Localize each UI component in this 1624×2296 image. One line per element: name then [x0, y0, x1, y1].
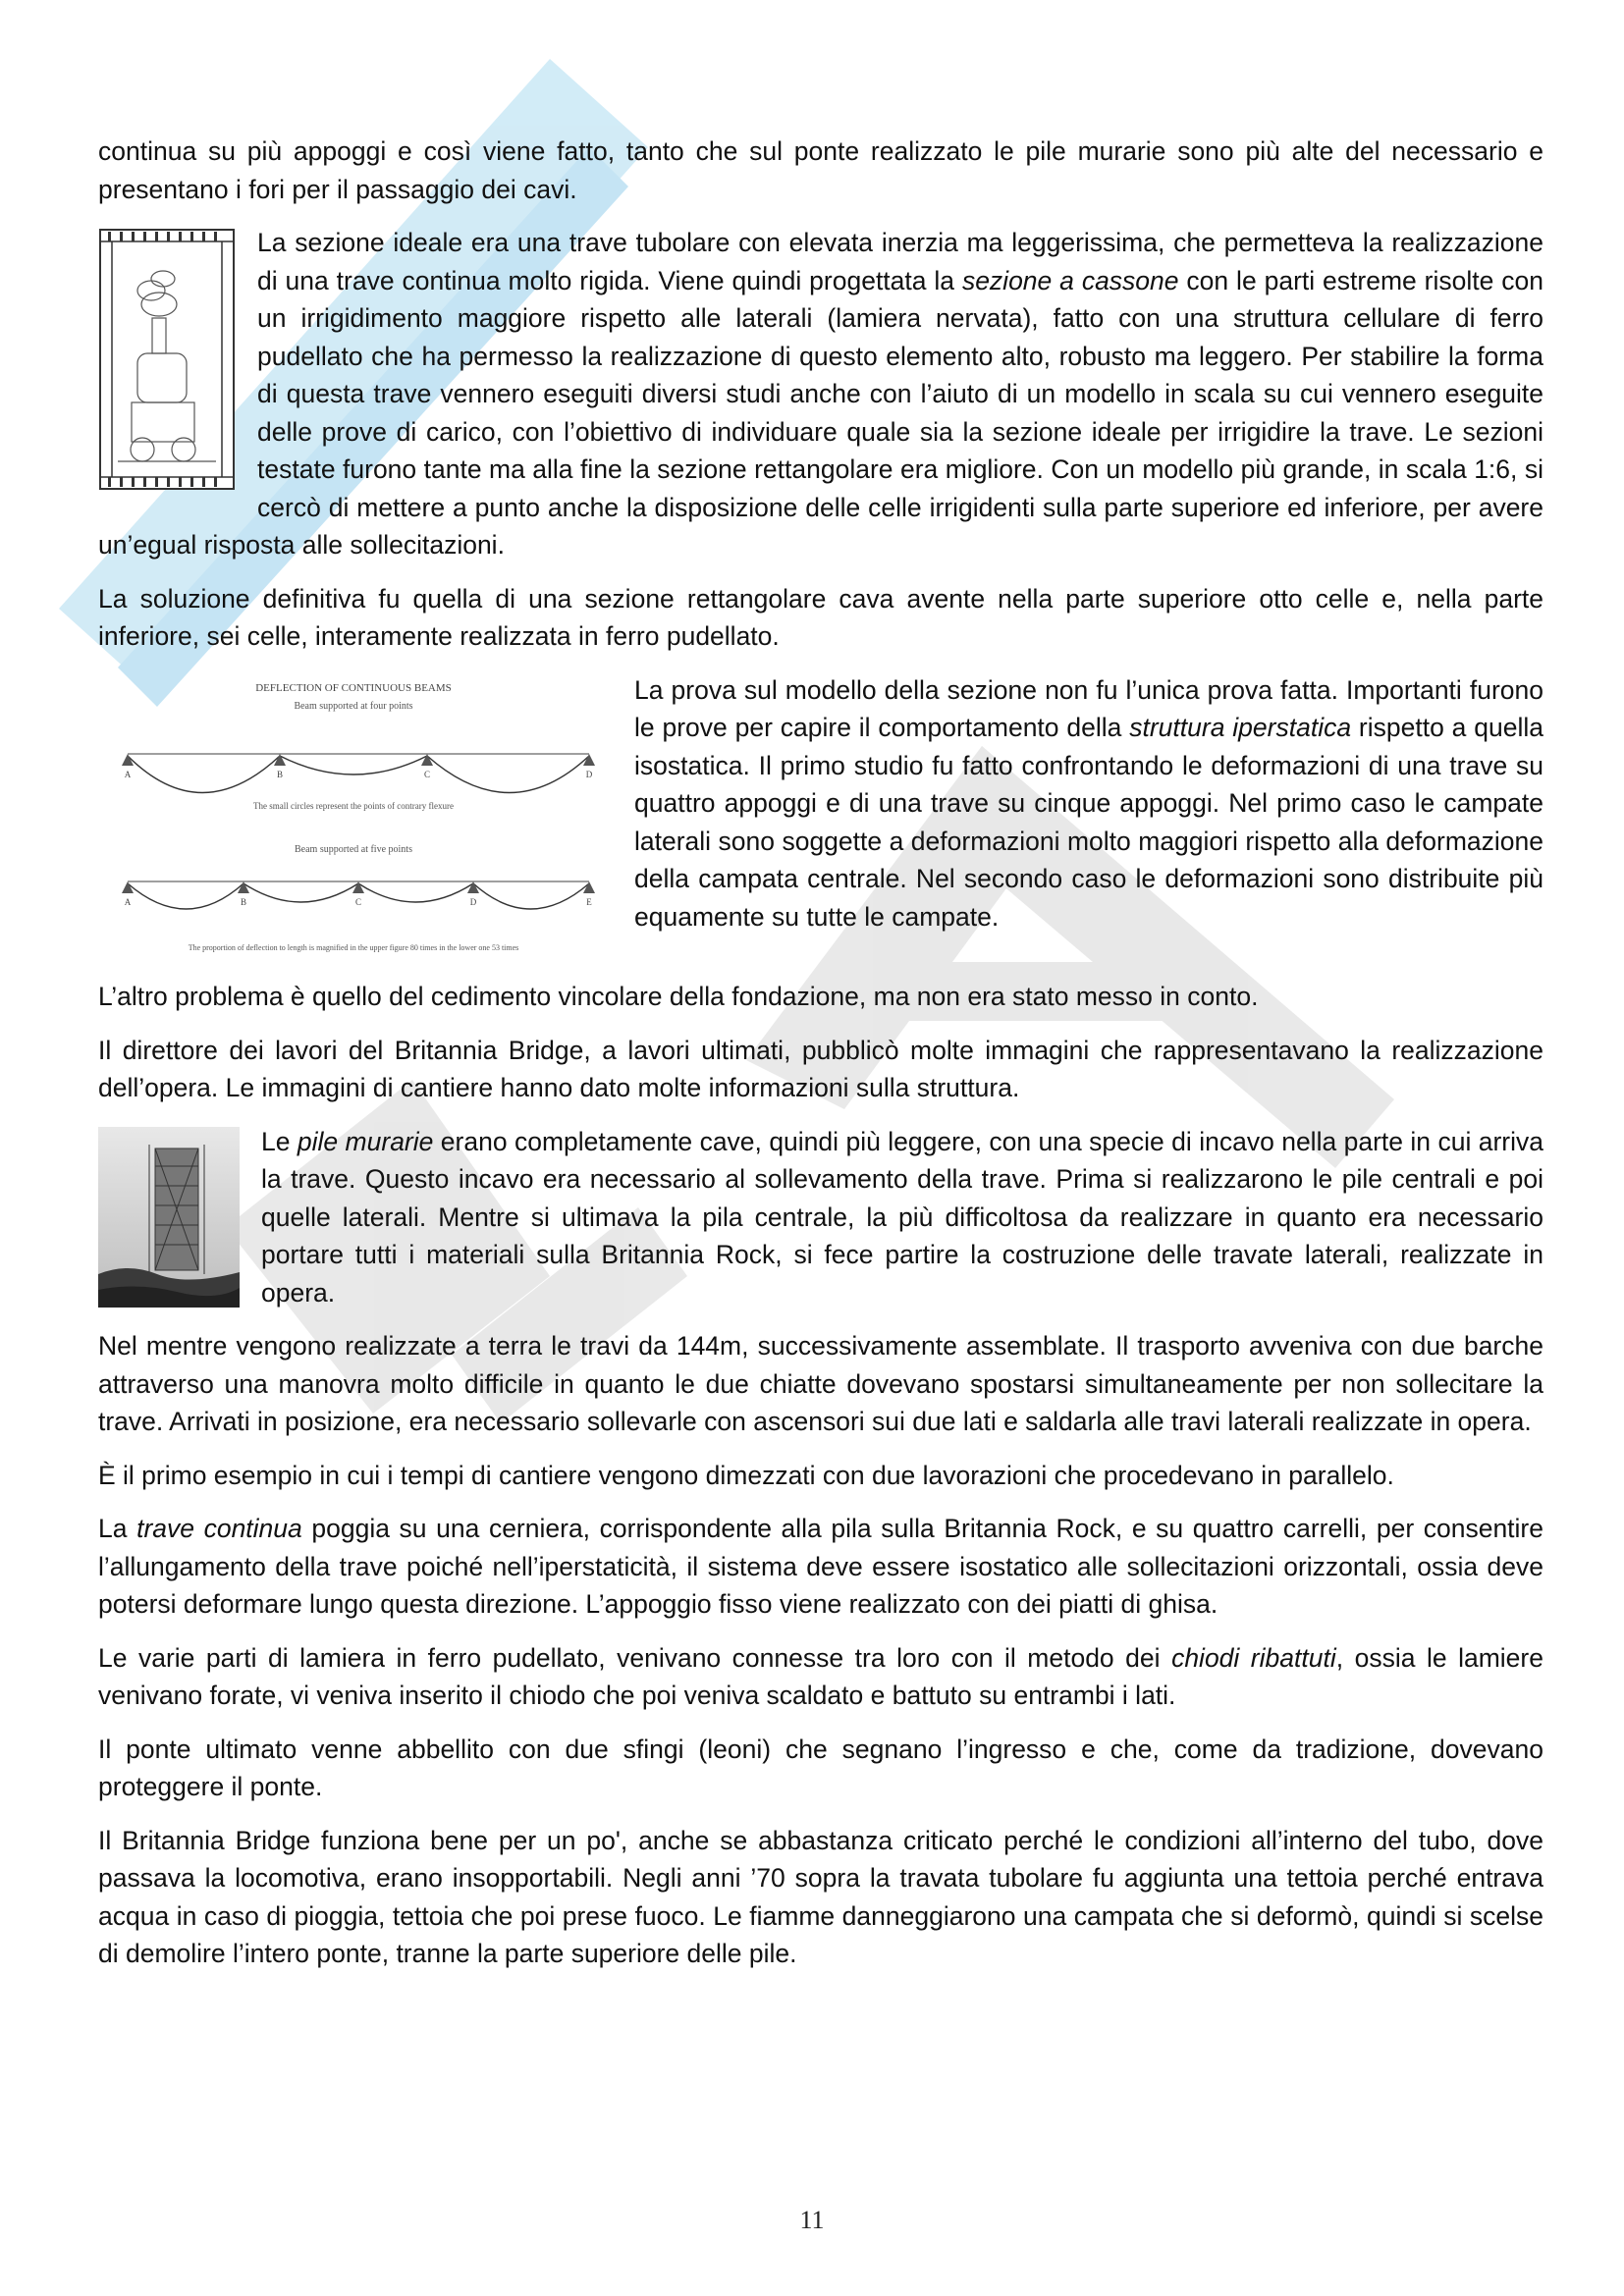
support-label-b5: B — [240, 896, 247, 907]
paragraph-10-part-b: poggia su una cerniera, corrispondente alla pila sulla Britannia Rock, e su quattro carrelli, per consentire l’allungamento della trave poiché nell’iperstaticità, il sistema deve essere isostatico alle sollecitazioni orizzontali, ossia deve potersi deformare lungo questa direzione. L’appoggio fisso viene realizzato con dei piatti di ghisa. — [98, 1514, 1544, 1619]
paragraph-13: Il Britannia Bridge funziona bene per un po', anche se abbastanza criticato perché le condizioni all’interno del tubo, dove passava la locomotiva, erano insopportabili. Negli anni ’70 sopra la travata tubolare fu aggiunta una tettoia perché entrava acqua in caso di pioggia, tettoia che poi prese fuoco. Le fiamme danneggiarono una campata che si deformò, quindi si scelse di demolire l’intero ponte, tranne la parte superiore delle pile. — [98, 1825, 1543, 1968]
paragraph-11-part-a: Le varie parti di lamiera in ferro pudellato, venivano connesse tra loro con il metodo dei — [98, 1642, 1172, 1673]
deflection-chart — [98, 677, 609, 962]
deflection-figure — [98, 677, 609, 973]
paragraph-4-emphasis: struttura iperstatica — [1129, 713, 1352, 742]
paragraph-12: Il ponte ultimato venne abbellito con due sfingi (leoni) che segnano l’ingresso e che, come da tradizione, dovevano proteggere il ponte. — [98, 1734, 1543, 1801]
page-number: 11 — [799, 2206, 825, 2234]
tubular-section-drawing — [98, 228, 236, 491]
deflection-caption-2: The proportion of deflection to length is magnified in the upper figure 80 times in the lower one 53 times — [188, 942, 519, 952]
body-text — [98, 133, 1543, 1989]
paragraph-7-part-b: erano completamente cave, quindi più leggere, con una specie di incavo nella parte in cui arriva la trave. Questo incavo era necessario al sollevamento della trave. Prima si realizzarono le pile centrali e poi quelle laterali. Mentre si ultimava la pila centrale, la più difficoltosa da realizzare in quanto era necessario portare tutti i materiali sulla Britannia Rock, si fece partire la costruzione delle travate laterali, realizzate in opera. — [261, 1126, 1543, 1308]
pier-construction-drawing — [98, 1127, 240, 1308]
deflection-curve-4 — [128, 756, 589, 793]
pier-construction-figure — [98, 1127, 240, 1318]
support-label-b4: B — [276, 769, 284, 779]
paragraph-1: continua su più appoggi e così viene fatto, tanto che sul ponte realizzato le pile murarie sono più alte del necessario e presentano i fori per il passaggio dei cavi. — [98, 136, 1543, 204]
support-label-a4: A — [124, 769, 132, 779]
paragraph-10-emphasis: trave continua — [136, 1514, 302, 1543]
paragraph-4-part-a: La prova sul modello della sezione non fu l’unica prova fatta. Importanti furono le prove per capire il comportamento della — [634, 674, 1543, 742]
supports-4 — [122, 754, 595, 766]
paragraph-11-part-b: , ossia le lamiere venivano forate, vi veniva inserito il chiodo che poi veniva scaldato e battuto su entrambi i lati. — [98, 1642, 1543, 1710]
support-label-e5: E — [586, 896, 592, 907]
paragraph-6: Il direttore dei lavori del Britannia Bridge, a lavori ultimati, pubblicò molte immagini che rappresentavano la realizzazione dell’opera. Le immagini di cantiere hanno dato molte informazioni sulla struttura. — [98, 1035, 1543, 1102]
paragraph-10-part-a: La — [98, 1514, 137, 1543]
locomotive-section-figure — [98, 228, 236, 502]
paragraph-4 — [98, 671, 1543, 952]
paragraph-10 — [98, 1510, 1543, 1624]
support-label-a5: A — [124, 896, 132, 907]
deflection-subtitle-4: Beam supported at four points — [294, 700, 413, 712]
paragraph-2 — [98, 224, 1543, 564]
paragraph-2-part-b: con le parti estreme risolte con un irrigidimento maggiore rispetto alle laterali (lamiera nervata), fatto con una struttura cellulare di ferro pudellato che ha permesso la realizzazione di questo elemento alto, robusto ma leggero. Per stabilire la forma di questa trave vennero eseguiti diversi studi anche con l’aiuto di un modello in scala su cui vennero eseguite delle prove di carico, con l’obiettivo di individuare quale sia la sezione ideale per irrigidire la trave. Le sezioni testate furono tante ma alla fine la sezione rettangolare era migliore. Con un modello più grande, in scala 1:6, si cercò di mettere a punto anche la disposizione delle celle irrigidenti sulla parte superiore ed inferiore, per avere un’egual risposta alle sollecitazioni. — [98, 265, 1543, 560]
paragraph-9: È il primo esempio in cui i tempi di cantiere vengono dimezzati con due lavorazioni che procedevano in parallelo. — [98, 1460, 1394, 1490]
paragraph-11 — [98, 1639, 1543, 1715]
paragraph-7 — [98, 1123, 1543, 1312]
paragraph-4-part-b: rispetto a quella isostatica. Il primo studio fu fatto confrontando le deformazioni di una trave su quattro appoggi e di una trave su cinque appoggi. Nel primo caso le campate laterali sono soggette a deformazioni molto maggiori rispetto alla deformazione della campata centrale. Nel secondo caso le deformazioni sono distribuite più equamente su tutte le campate. — [634, 713, 1543, 932]
paragraph-3: La soluzione definitiva fu quella di una sezione rettangolare cava avente nella parte superiore otto celle e, nella parte inferiore, sei celle, interamente realizzata in ferro pudellato. — [98, 583, 1543, 651]
paragraph-8: Nel mentre vengono realizzate a terra le travi da 144m, successivamente assemblate. Il trasporto avveniva con due barche attraverso una manovra molto difficile in quanto le due chiatte dovevano spostarsi simultaneamente per non sollecitare la trave. Arrivati in posizione, era necessario sollevarle con ascensori sui due lati e saldarla alle travi laterali realizzate in opera. — [98, 1331, 1543, 1436]
supports-5 — [122, 881, 595, 893]
paragraph-2-emphasis: sezione a cassone — [961, 265, 1179, 295]
deflection-caption-1: The small circles represent the points of contrary flexure — [253, 800, 454, 811]
paragraph-7-emphasis: pile murarie — [297, 1126, 434, 1156]
deflection-title: DEFLECTION OF CONTINUOUS BEAMS — [255, 681, 452, 694]
support-label-c5: C — [354, 896, 362, 907]
paragraph-2-part-a: La sezione ideale era una trave tubolare con elevata inerzia ma leggerissima, che permetteva la realizzazione di una trave continua molto rigida. Viene quindi progettata la — [257, 228, 1543, 295]
paragraph-11-emphasis: chiodi ribattuti — [1171, 1642, 1336, 1673]
support-label-d4: D — [585, 769, 593, 779]
paragraph-5: L’altro problema è quello del cedimento vincolare della fondazione, ma non era stato messo in conto. — [98, 982, 1259, 1011]
deflection-subtitle-5: Beam supported at five points — [295, 843, 412, 855]
support-label-d5: D — [469, 896, 477, 907]
paragraph-7-part-a: Le — [261, 1126, 298, 1156]
support-label-c4: C — [423, 769, 431, 779]
